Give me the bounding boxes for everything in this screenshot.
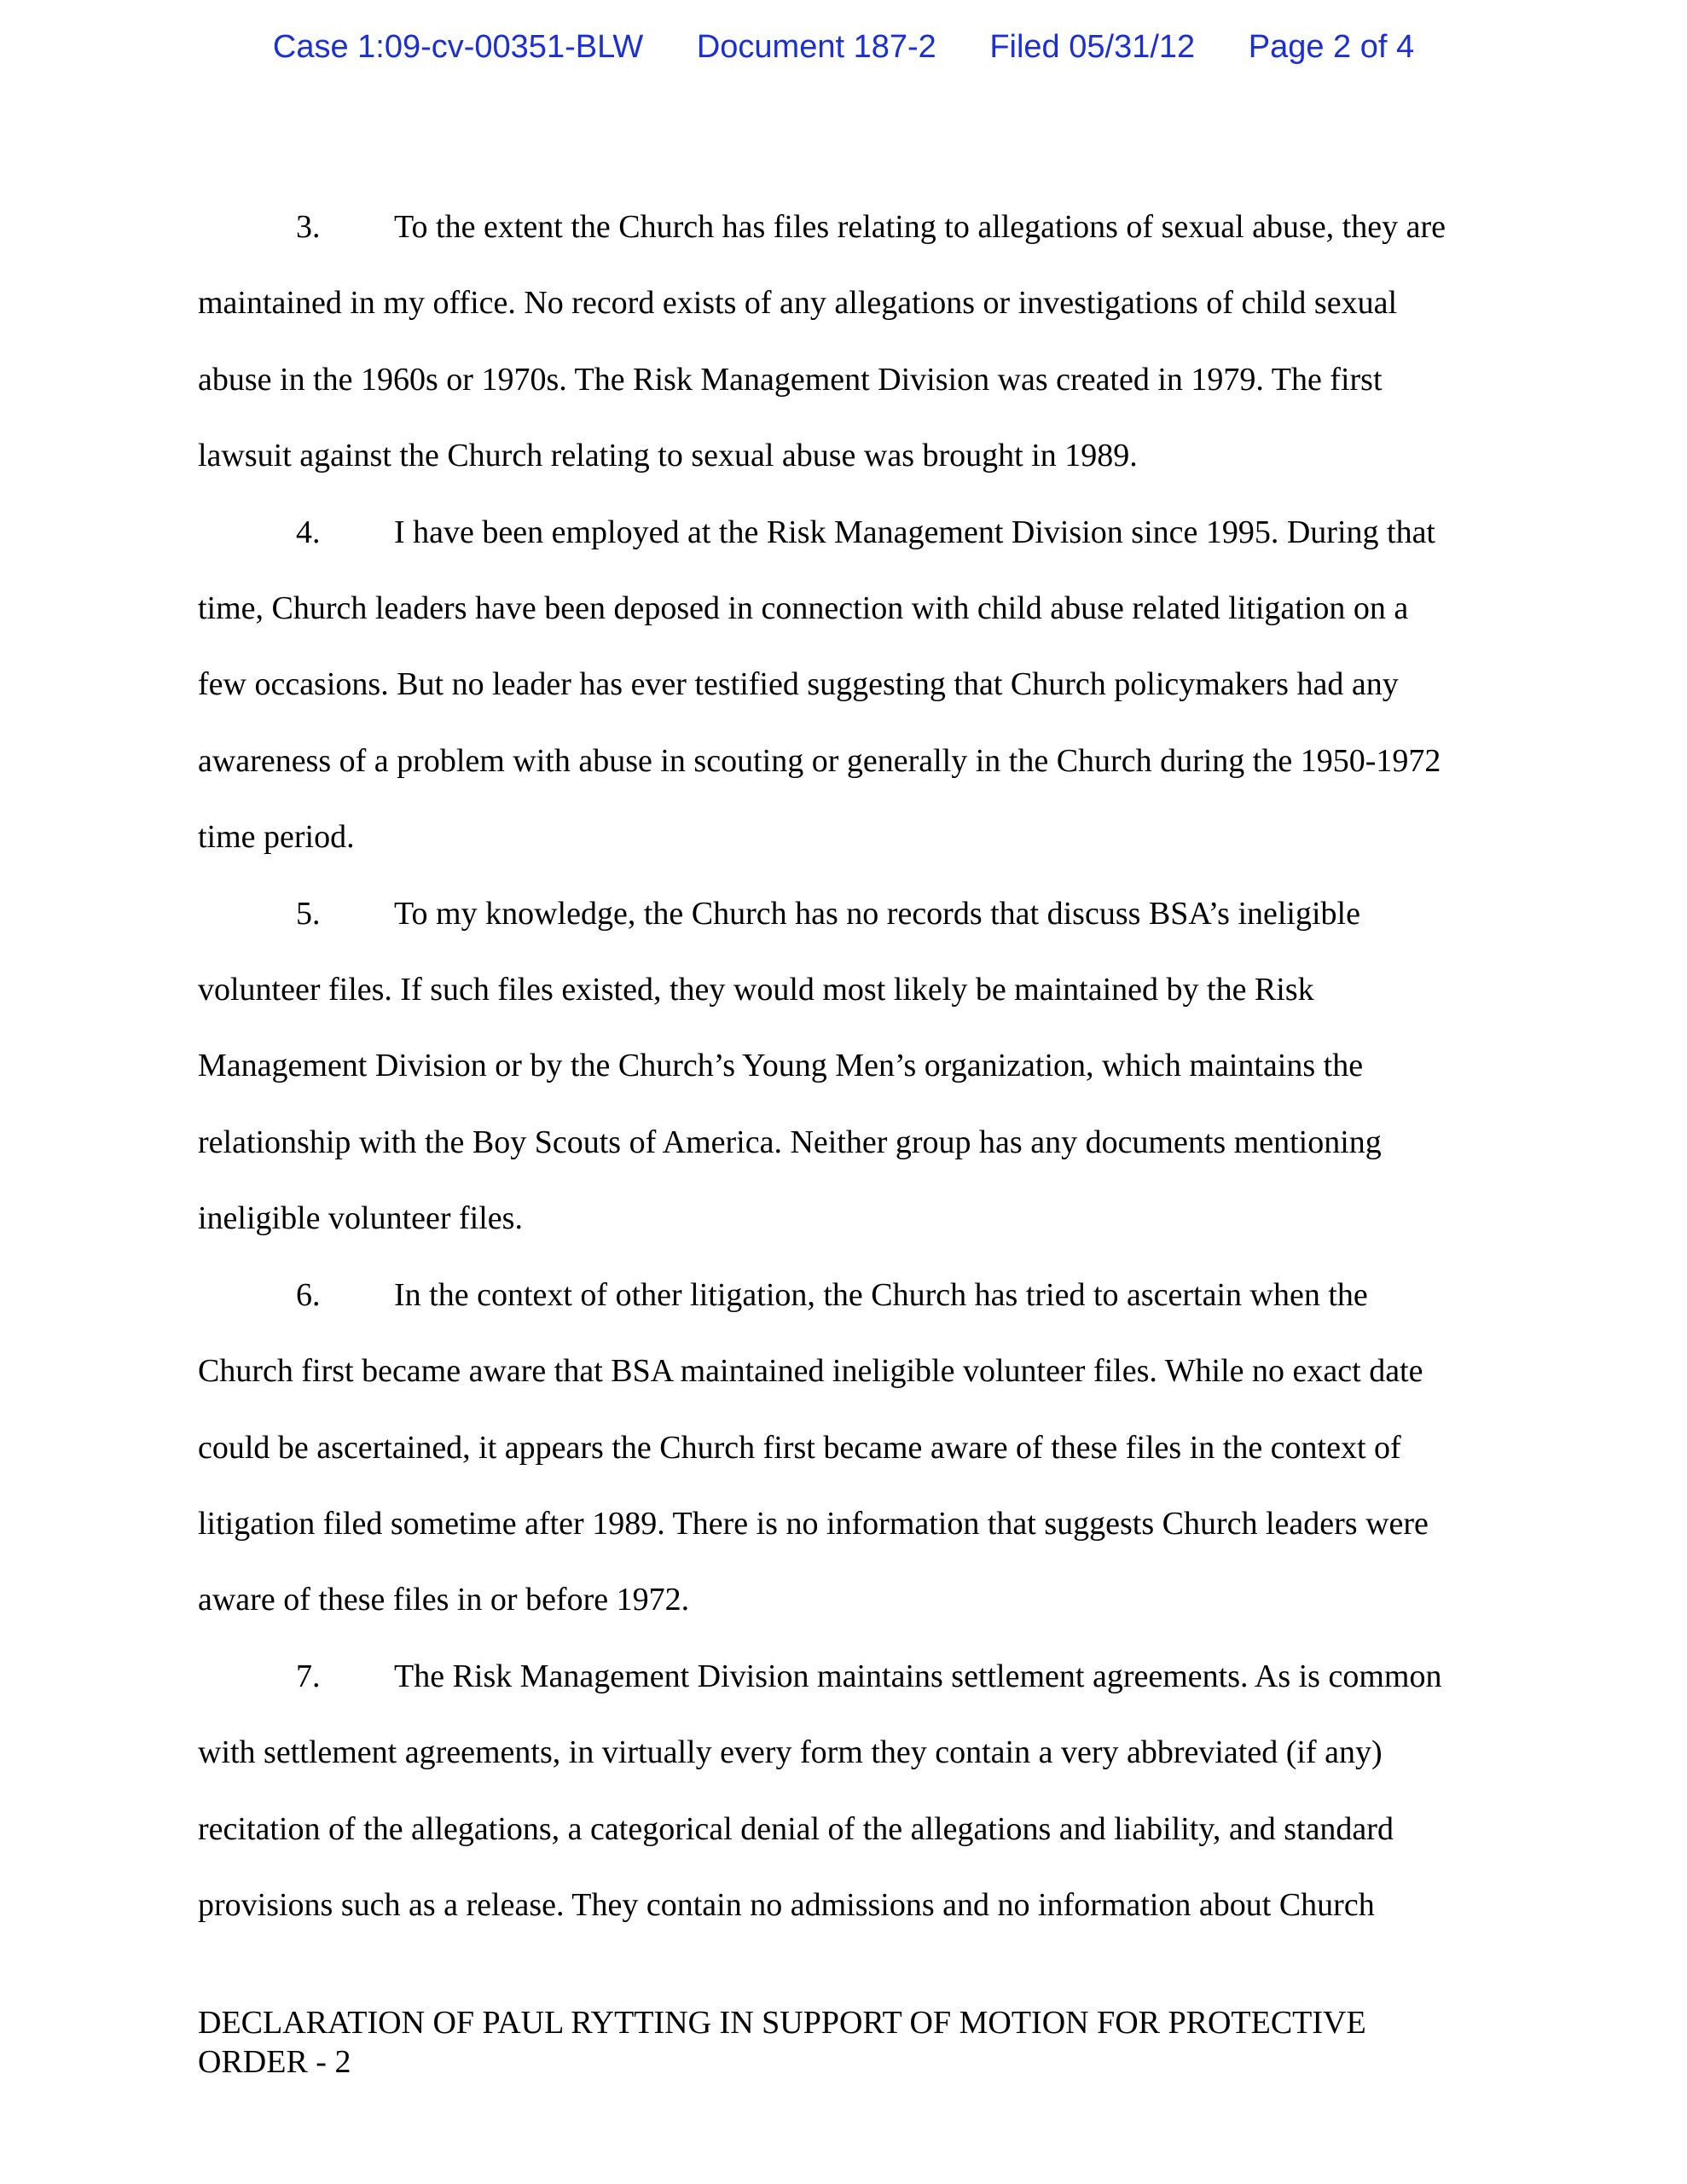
filed-date: Filed 05/31/12 [989,29,1196,65]
text-line: Church first became aware that BSA maintained ineligible volunteer files. While no exact date [198,1353,1423,1390]
document-number: Document 187-2 [696,29,936,65]
text-line: The Risk Management Division maintains settlement agreements. As is common [394,1658,1442,1694]
document-body [198,189,1511,1943]
text-line: relationship with the Boy Scouts of America. Neither group has any documents mentioning [198,1124,1382,1160]
page-indicator: Page 2 of 4 [1248,29,1415,65]
text-line: time period. [198,819,355,856]
text-line: To the extent the Church has files relating to allegations of sexual abuse, they are [394,209,1446,245]
paragraph-7 [198,1639,1511,1944]
text-line: ineligible volunteer files. [198,1200,523,1237]
paragraph-3 [198,189,1511,495]
paragraph-number: 3. [296,209,321,245]
text-line: abuse in the 1960s or 1970s. The Risk Management Division was created in 1979. The first [198,361,1383,398]
case-number: Case 1:09-cv-00351-BLW [272,29,644,65]
text-line: In the context of other litigation, the Church has tried to ascertain when the [394,1276,1368,1313]
text-line: awareness of a problem with abuse in scouting or generally in the Church during the 1950-1972 [198,742,1441,779]
footer-title-line: DECLARATION OF PAUL RYTTING IN SUPPORT OF MOTION FOR PROTECTIVE [198,2005,1366,2041]
text-line: litigation filed sometime after 1989. There is no information that suggests Church leaders were [198,1505,1429,1542]
text-line: I have been employed at the Risk Management Division since 1995. During that [394,514,1435,550]
text-line: recitation of the allegations, a categorical denial of the allegations and liability, and standard [198,1810,1394,1847]
text-line: aware of these files in or before 1972. [198,1582,690,1618]
document-footer [198,2003,1511,2082]
paragraph-number: 5. [296,895,321,932]
paragraph-number: 6. [296,1276,321,1313]
text-line: volunteer files. If such files existed, they would most likely be maintained by the Risk [198,972,1314,1008]
text-line: with settlement agreements, in virtually every form they contain a very abbreviated (if any) [198,1734,1383,1771]
paragraph-4 [198,495,1511,876]
footer-page-line: ORDER - 2 [198,2044,351,2080]
text-line: could be ascertained, it appears the Church first became aware of these files in the context of [198,1429,1401,1466]
text-line: To my knowledge, the Church has no records that discuss BSA’s ineligible [394,895,1360,932]
filing-header [0,29,1687,66]
paragraph-number: 4. [296,514,321,550]
paragraph-6 [198,1258,1511,1639]
text-line: provisions such as a release. They contain no admissions and no information about Church [198,1886,1375,1923]
paragraph-5 [198,876,1511,1258]
text-line: Management Division or by the Church’s Young Men’s organization, which maintains the [198,1048,1364,1084]
text-line: few occasions. But no leader has ever testified suggesting that Church policymakers had any [198,666,1399,703]
paragraph-number: 7. [296,1658,321,1694]
text-line: time, Church leaders have been deposed in connection with child abuse related litigation on a [198,590,1409,627]
text-line: maintained in my office. No record exists of any allegations or investigations of child sexual [198,285,1397,322]
text-line: lawsuit against the Church relating to sexual abuse was brought in 1989. [198,438,1138,474]
